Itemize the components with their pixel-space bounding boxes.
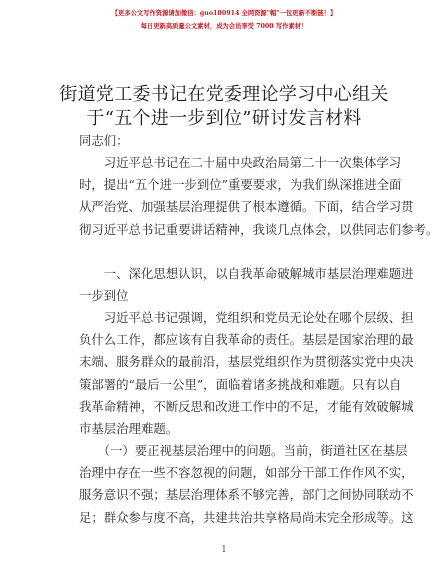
- document-title-line-2: 于“五个进一步到位”研讨发言材料: [86, 108, 362, 129]
- paragraph-line: 习近平总书记强调，党组织和党员无论处在哪个层级、担: [79, 310, 414, 325]
- paragraph-line: 彻习近平总书记重要讲话精神，我谈几点体会，以供同志们参考。: [79, 221, 439, 237]
- paragraph-line: 治理中存在一些不容忽视的问题，如部分干部工作作风不实，: [79, 465, 414, 481]
- paragraph-line: 从严治党、加强基层治理提供了根本遵循。下面，结合学习贯: [79, 199, 414, 215]
- paragraph-line: 习近平总书记在二十届中央政治局第二十一次集体学习: [79, 155, 402, 170]
- paragraph-line: 策部署的“最后一公里”，面临着诸多挑战和难题。只有以自: [79, 376, 402, 392]
- section-heading-1: [79, 263, 414, 307]
- paragraph-line: 负什么工作，都应该有自我革命的责任。基层是国家治理的最: [79, 332, 414, 348]
- paragraph-line: 我革命精神，不断反思和改进工作中的不足，才能有效破解城: [79, 398, 414, 414]
- greeting: [79, 130, 375, 152]
- heading-line: 一、深化思想认识，以自我革命破解城市基层治理难题进: [79, 266, 414, 281]
- paragraph-line: （一）要正视基层治理中的问题。当前，街道社区在基层: [79, 443, 408, 458]
- paragraph-self-revolution: [79, 307, 414, 440]
- document-title-line-1: 街道党工委书记在党委理论学习中心组关: [59, 84, 389, 105]
- paragraph-line: 服务意识不强；基层治理体系不够完善，部门之间协同联动不: [79, 487, 414, 503]
- paragraph-line: 时，提出“五个进一步到位”重要要求，为我们纵深推进全面: [79, 177, 402, 193]
- paragraph-line: 市基层治理难题。: [79, 420, 179, 436]
- paragraph-problems: [79, 440, 414, 529]
- paragraph-line: 足；群众参与度不高，共建共治共享格局尚未完全形成等。这: [79, 509, 414, 525]
- paragraph-line: 末端、服务群众的最前沿，基层党组织作为贯彻落实党中央决: [79, 354, 414, 370]
- greeting-text: 同志们：: [79, 133, 129, 148]
- heading-line: 一步到位: [79, 288, 129, 304]
- promo-banner-line-1: 【更多公文写作资源请加微信：guo180914 全网资源"帽"一包更新不断链！】: [111, 10, 337, 17]
- paragraph-intro: [79, 152, 439, 241]
- promo-banner-line-2: 每日更新高质量公文素材，成为会员享受 7000 写作素材！: [140, 23, 308, 30]
- page-number: 1: [221, 545, 227, 555]
